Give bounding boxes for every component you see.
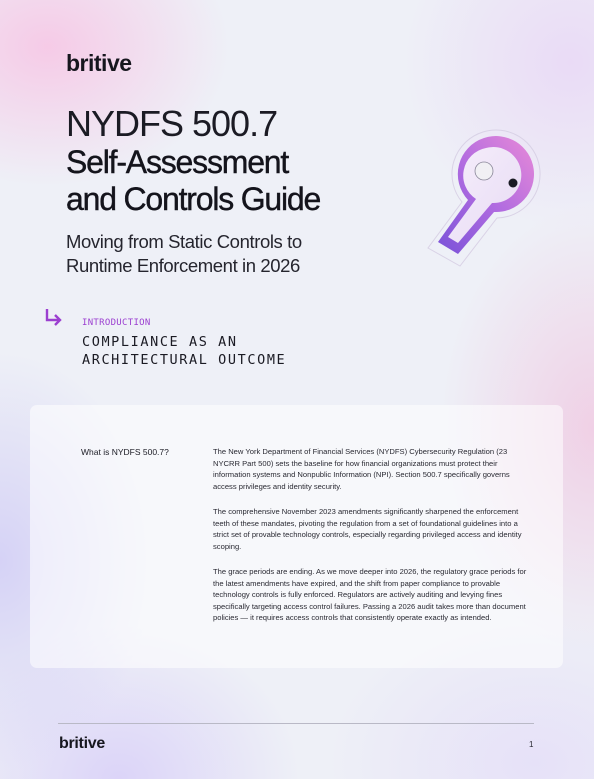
section-title-line-1: COMPLIANCE AS AN bbox=[82, 334, 238, 350]
section-title-line-2: ARCHITECTURAL OUTCOME bbox=[82, 352, 287, 368]
paragraph-2: The comprehensive November 2023 amendments significantly sharpened the enforcement teeth of these mandates, pivoting the regulation from a set of foundational guidelines into a strict set of provable technology controls, especially regarding privileged access and identity scoping. bbox=[213, 507, 522, 551]
card-heading: What is NYDFS 500.7? bbox=[81, 447, 169, 457]
brand-logo: britive bbox=[66, 50, 132, 76]
title-line-2: Self-Assessment bbox=[66, 144, 289, 180]
section-eyebrow: INTRODUCTION bbox=[82, 318, 151, 328]
subtitle-line-2: Runtime Enforcement in 2026 bbox=[66, 255, 300, 276]
footer-divider bbox=[58, 723, 534, 724]
corner-down-right-arrow-icon bbox=[43, 308, 65, 330]
subtitle-line-1: Moving from Static Controls to bbox=[66, 231, 302, 252]
paragraph-1: The New York Department of Financial Services (NYDFS) Cybersecurity Regulation (23 NYCRR Part 500) sets the baseline for how financial organizations must protect their information systems and Nonpublic Information (NPI). Section 500.7 specifically governs access privileges and identity security. bbox=[213, 447, 510, 491]
key-icon bbox=[420, 126, 560, 276]
title-line-3: and Controls Guide bbox=[66, 181, 321, 217]
paragraph-3: The grace periods are ending. As we move deeper into 2026, the regulatory grace periods for the latest amendments have expired, and the shift from paper compliance to provable technology controls is fully enforced. Regulators are actively auditing and levying fines specifically targeting access control failures. Passing a 2026 audit takes more than document policies — it requires access controls that consistently operate exactly as intended. bbox=[213, 567, 527, 623]
footer-logo: britive bbox=[59, 735, 105, 752]
title-line-1: NYDFS 500.7 bbox=[66, 103, 278, 144]
page-number: 1 bbox=[529, 740, 534, 749]
